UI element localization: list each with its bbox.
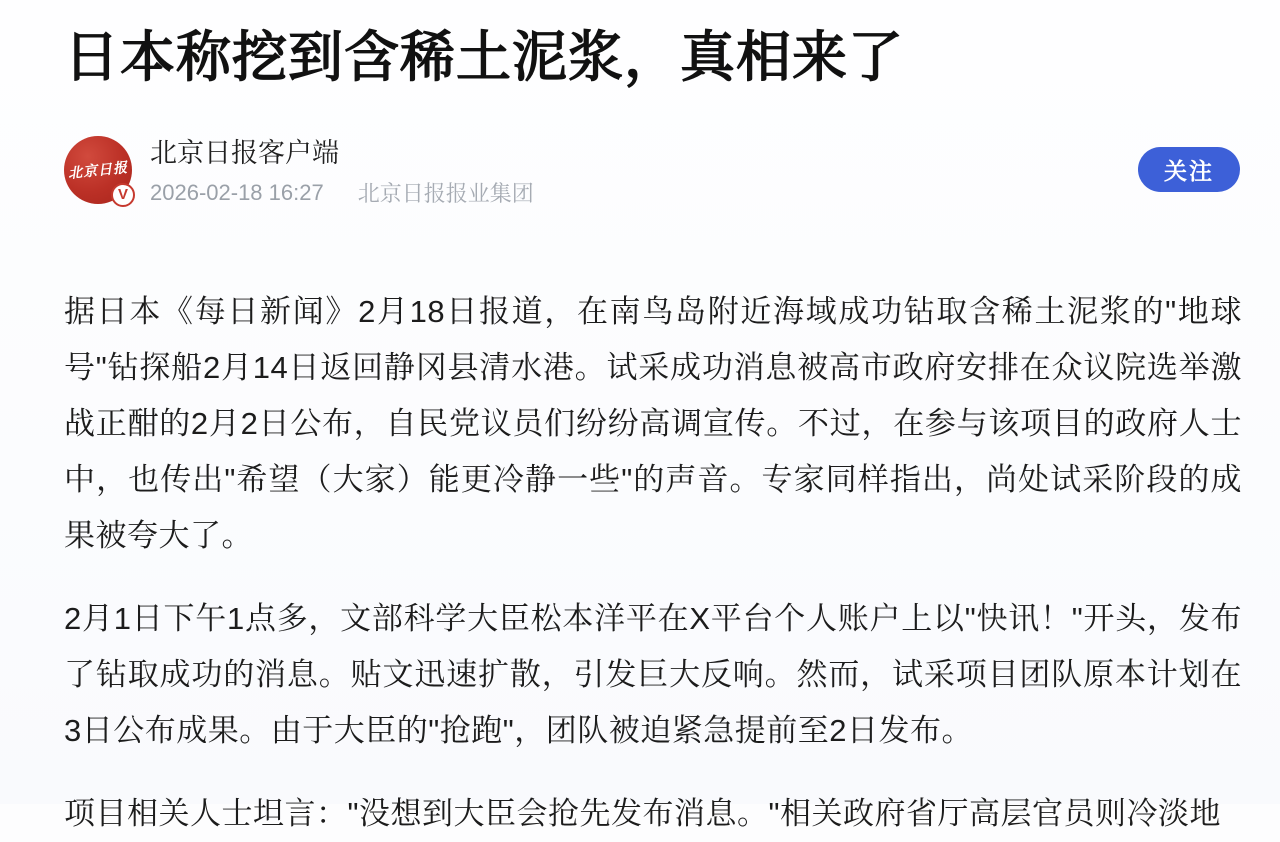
article-paragraph: 2月1日下午1点多，文部科学大臣松本洋平在X平台个人账户上以"快讯！"开头，发布了钻取成功的消息。贴文迅速扩散，引发巨大反响。然而，试采项目团队原本计划在3日公布成果。由于大臣的"抢跑"，团队被迫紧急提前至2日发布。 (64, 601, 1242, 749)
publisher-logo-icon: 北京日报 (67, 158, 129, 181)
author-meta (150, 177, 534, 208)
article-paragraph: 项目相关人士坦言："没想到大臣会抢先发布消息。"相关政府省厅高层官员则冷淡地 (64, 796, 1222, 832)
author-name[interactable]: 北京日报客户端 (150, 138, 339, 169)
article-paragraph: 据日本《每日新闻》2月18日报道，在南鸟岛附近海域成功钻取含稀土泥浆的"地球号"钻探船2月14日返回静冈县清水港。试采成功消息被高市政府安排在众议院选举激战正酣的2月2日公布，自民党议员们纷纷高调宣传。不过，在参与该项目的政府人士中，也传出"希望（大家）能更冷静一些"的声音。专家同样指出，尚处试采阶段的成果被夸大了。 (64, 294, 1242, 554)
follow-button[interactable]: 关注 (1138, 147, 1240, 192)
publisher-source: 北京日报报业集团 (357, 181, 534, 207)
verified-badge-icon: V (111, 183, 135, 207)
avatar[interactable] (64, 136, 132, 204)
article-body (64, 284, 1242, 842)
author-info (150, 131, 534, 208)
author-row (64, 131, 1240, 208)
publish-time: 2026-02-18 16:27 (150, 179, 324, 205)
article-title: 日本称挖到含稀土泥浆，真相来了 (64, 26, 905, 88)
